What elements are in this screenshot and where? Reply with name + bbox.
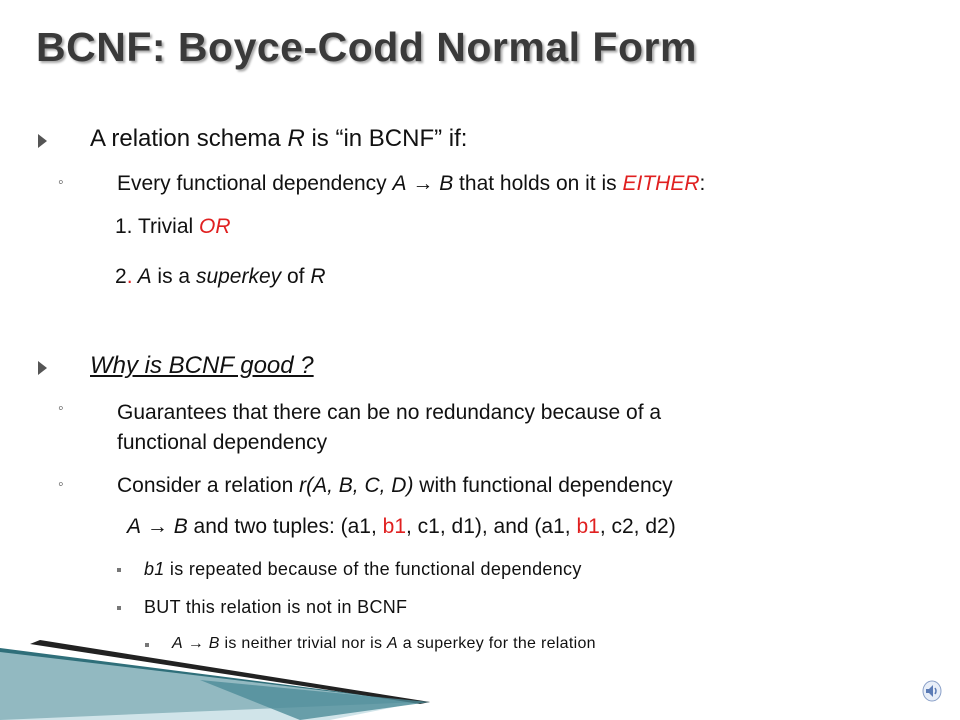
text: is a [151, 265, 196, 288]
text: b1 [382, 515, 407, 538]
text: B [208, 635, 220, 652]
bullet-schema-bcnf [90, 125, 467, 153]
text: A relation schema [90, 125, 288, 152]
numbered-item-superkey [115, 265, 326, 289]
triangle-right-icon [38, 361, 47, 375]
text: : [699, 172, 706, 195]
text-line: functional dependency [117, 431, 328, 454]
text: A [132, 265, 152, 288]
slide-title: BCNF: Boyce-Codd Normal Form [36, 24, 697, 70]
arrow-icon: → [141, 515, 174, 538]
bullet-every-fd [117, 172, 705, 196]
text: 1. Trivial [115, 215, 200, 238]
text: R [310, 265, 326, 288]
text-line: Guarantees that there can be no redundancy because of a [117, 401, 662, 424]
dot-icon [117, 568, 121, 572]
arrow-icon: → [182, 635, 209, 652]
numbered-item-trivial [115, 215, 231, 239]
bullet-consider-relation [117, 474, 673, 498]
text: is neither trivial nor is [219, 635, 388, 652]
ring-icon: ◦ [58, 476, 64, 493]
bullet-consider-relation-line2 [127, 515, 676, 539]
triangle-right-icon [38, 134, 47, 148]
ring-icon: ◦ [58, 400, 64, 417]
bullet-guarantees [117, 398, 661, 458]
text: A [392, 172, 407, 195]
text: is “in BCNF” if: [304, 125, 468, 152]
text: superkey [195, 265, 282, 288]
ring-icon: ◦ [58, 174, 64, 191]
text: is repeated because of the functional dependency [164, 559, 582, 579]
emphasis-either: EITHER [622, 172, 700, 195]
text: A [387, 635, 399, 652]
text: b1 [576, 515, 600, 538]
bullet-b1-repeated [144, 559, 582, 580]
bullet-not-in-bcnf: BUT this relation is not in BCNF [144, 597, 408, 617]
text: A [172, 635, 183, 652]
emphasis-or: OR [199, 215, 231, 238]
text: 2 [115, 265, 127, 288]
text: with functional dependency [413, 474, 673, 497]
text: , c1, d1), and (a1, [406, 515, 577, 538]
text: a superkey for the relation [398, 635, 596, 652]
text: B [439, 172, 454, 195]
bullet-why-bcnf-good: Why is BCNF good ? [90, 352, 314, 379]
text: Every functional dependency [117, 172, 393, 195]
text: b1 [144, 559, 165, 579]
text: that holds on it is [453, 172, 623, 195]
speaker-icon[interactable] [920, 679, 944, 703]
arrow-icon: → [406, 172, 440, 195]
text: of [281, 265, 311, 288]
text: . [126, 265, 133, 288]
text: , c2, d2) [599, 515, 676, 538]
text: r(A, B, C, D) [299, 474, 414, 497]
text: and two tuples: (a1, [187, 515, 383, 538]
text: R [287, 125, 305, 152]
text: B [173, 515, 188, 538]
text: Consider a relation [117, 474, 300, 497]
footer-swoosh-decoration [0, 640, 960, 720]
dot-icon [117, 606, 121, 610]
text: A [127, 515, 142, 538]
